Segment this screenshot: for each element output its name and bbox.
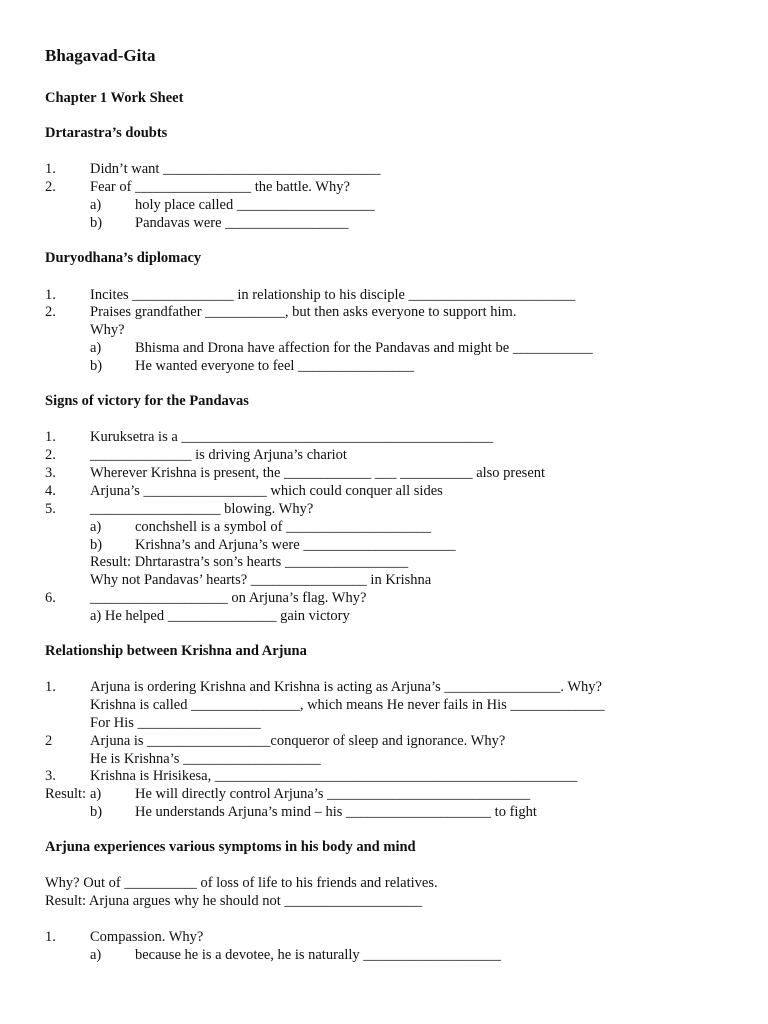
item-number: 1. xyxy=(45,429,56,445)
question-text: Pandavas were _________________ xyxy=(135,215,349,231)
question-text: Bhisma and Drona have affection for the Pandavas and might be ___________ xyxy=(135,340,593,356)
question-text: a) He helped _______________ gain victory xyxy=(90,608,350,624)
question-text: conchshell is a symbol of ____________________ xyxy=(135,519,432,535)
question-text: He is Krishna’s ___________________ xyxy=(90,751,321,767)
question-text: because he is a devotee, he is naturally ___________________ xyxy=(135,947,502,963)
item-number: 3. xyxy=(45,465,56,481)
result-label: Result: xyxy=(45,786,87,802)
item-number: 2 xyxy=(45,733,53,749)
question-text: Didn’t want ______________________________ xyxy=(90,161,381,177)
sub-item-letter: a) xyxy=(90,947,102,963)
item-number: 2. xyxy=(45,447,56,463)
sub-item-letter: b) xyxy=(90,537,103,553)
item-number: 3. xyxy=(45,768,56,784)
item-number: 1. xyxy=(45,287,56,303)
question-text: Why not Pandavas’ hearts? ________________ in Krishna xyxy=(90,572,432,588)
question-text: Krishna’s and Arjuna’s were _____________________ xyxy=(135,537,456,553)
question-text: Kuruksetra is a ___________________________________________ xyxy=(90,429,494,445)
sub-item-letter: a) xyxy=(90,197,102,213)
question-text: Incites ______________ in relationship to his disciple _______________________ xyxy=(90,287,576,303)
question-text: Result: Dhrtarastra’s son’s hearts _________________ xyxy=(90,554,409,570)
question-text: Wherever Krishna is present, the ____________ ___ __________ also present xyxy=(90,465,546,481)
question-text: Why? xyxy=(90,322,125,338)
question-text: Why? Out of __________ of loss of life to his friends and relatives. xyxy=(45,875,438,891)
question-text: ______________ is driving Arjuna’s chariot xyxy=(90,447,347,463)
question-text: holy place called ___________________ xyxy=(135,197,375,213)
question-text: ___________________ on Arjuna’s flag. Why? xyxy=(90,590,367,606)
question-text: __________________ blowing. Why? xyxy=(90,501,314,517)
sub-item-letter: a) xyxy=(90,786,102,802)
question-text: He will directly control Arjuna’s ____________________________ xyxy=(135,786,531,802)
section-heading-krishna-arjuna-relationship: Relationship between Krishna and Arjuna xyxy=(45,643,307,659)
section-heading-arjuna-symptoms: Arjuna experiences various symptoms in his body and mind xyxy=(45,839,416,855)
item-number: 6. xyxy=(45,590,56,606)
question-text: Compassion. Why? xyxy=(90,929,204,945)
section-heading-drtarastra-doubts: Drtarastra’s doubts xyxy=(45,125,168,141)
item-number: 1. xyxy=(45,161,56,177)
item-number: 1. xyxy=(45,929,56,945)
item-number: 4. xyxy=(45,483,56,499)
question-text: Arjuna is _________________conqueror of sleep and ignorance. Why? xyxy=(90,733,506,749)
sub-item-letter: b) xyxy=(90,215,103,231)
document-title: Bhagavad-Gita xyxy=(45,46,156,65)
item-number: 2. xyxy=(45,304,56,320)
sub-item-letter: a) xyxy=(90,519,102,535)
question-text: He understands Arjuna’s mind – his ____________________ to fight xyxy=(135,804,537,820)
question-text: Result: Arjuna argues why he should not ___________________ xyxy=(45,893,423,909)
question-text: For His _________________ xyxy=(90,715,261,731)
sub-item-letter: b) xyxy=(90,804,103,820)
sub-item-letter: b) xyxy=(90,358,103,374)
question-text: Arjuna is ordering Krishna and Krishna is acting as Arjuna’s ________________. Why? xyxy=(90,679,602,695)
section-heading-signs-of-victory: Signs of victory for the Pandavas xyxy=(45,393,249,409)
item-number: 5. xyxy=(45,501,56,517)
question-text: Fear of ________________ the battle. Why? xyxy=(90,179,350,195)
question-text: Praises grandfather ___________, but then asks everyone to support him. xyxy=(90,304,517,320)
worksheet-subtitle: Chapter 1 Work Sheet xyxy=(45,90,184,106)
question-text: Krishna is called _______________, which means He never fails in His _____________ xyxy=(90,697,605,713)
sub-item-letter: a) xyxy=(90,340,102,356)
question-text: He wanted everyone to feel ________________ xyxy=(135,358,415,374)
item-number: 1. xyxy=(45,679,56,695)
question-text: Arjuna’s _________________ which could conquer all sides xyxy=(90,483,443,499)
question-text: Krishna is Hrisikesa, __________________________________________________ xyxy=(90,768,578,784)
item-number: 2. xyxy=(45,179,56,195)
section-heading-duryodhana-diplomacy: Duryodhana’s diplomacy xyxy=(45,250,202,266)
